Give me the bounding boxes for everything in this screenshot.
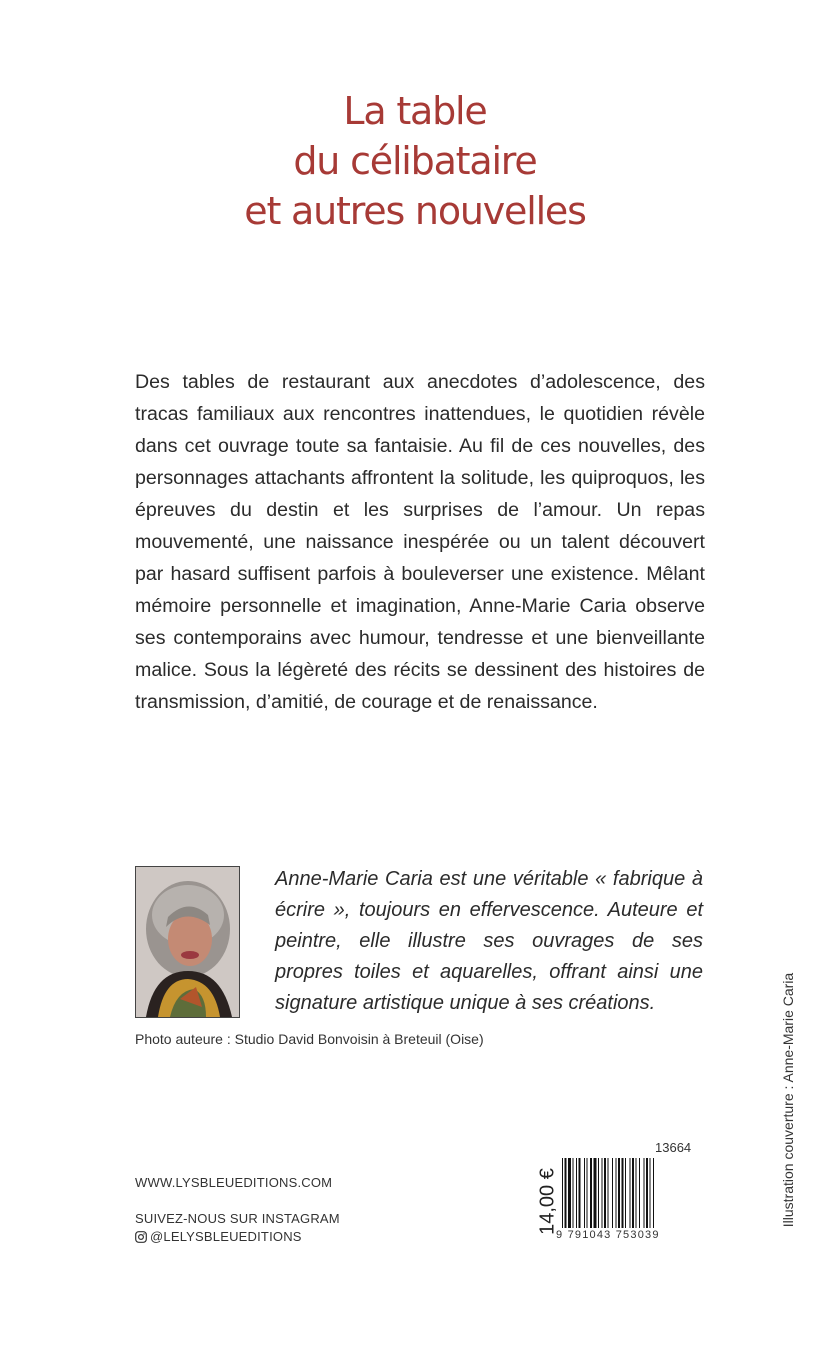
book-blurb: Des tables de restaurant aux anecdotes d’adolescence, des tracas familiaux aux rencontres inattendues, le quotidien révèle dans cet ouvrage toute sa fantaisie. Au fil de ces nouvelles, des personnages attachants affrontent la solitude, les quiproquos, les épreuves du destin et les surprises de l’amour. Un repas mouvementé, une naissance inespérée ou un talent découvert par hasard suffisent parfois à bouleverser une existence. Mêlant mémoire personnelle et imagination, Anne-Marie Caria observe ses contemporains avec humour, tendresse et une bienveillante malice. Sous la légèreté des récits se dessinent des histoires de transmission, d’amitié, de courage et de renaissance. [135,371,705,713]
title-line-1: La table [343,89,487,133]
instagram-handle: @LELYSBLEUEDITIONS [150,1229,302,1244]
title-line-2: du célibataire [293,139,537,183]
title-line-3: et autres nouvelles [244,189,586,233]
book-code: 13664 [655,1140,692,1155]
instagram-line [135,1229,302,1244]
barcode [560,1158,700,1228]
author-photo [135,866,240,1018]
price-text: 14,00 € [536,1168,559,1235]
barcode-digits: 9 791043 753039 [556,1229,660,1241]
book-title [0,86,830,236]
instagram-icon [135,1231,147,1243]
publisher-website: WWW.LYSBLEUEDITIONS.COM [135,1175,333,1190]
author-bio: Anne-Marie Caria est une véritable « fabrique à écrire », toujours en effervescence. Auteure et peintre, elle illustre ses ouvrages de ses propres toiles et aquarelles, offrant ainsi une signature artistique unique à ses créations. [275,868,703,1014]
photo-credit: Photo auteure : Studio David Bonvoisin à Breteuil (Oise) [135,1031,484,1047]
instagram-follow-label: SUIVEZ-NOUS SUR INSTAGRAM [135,1211,340,1226]
cover-illustration-credit-text: Illustration couverture : Anne-Marie Caria [780,972,796,1228]
